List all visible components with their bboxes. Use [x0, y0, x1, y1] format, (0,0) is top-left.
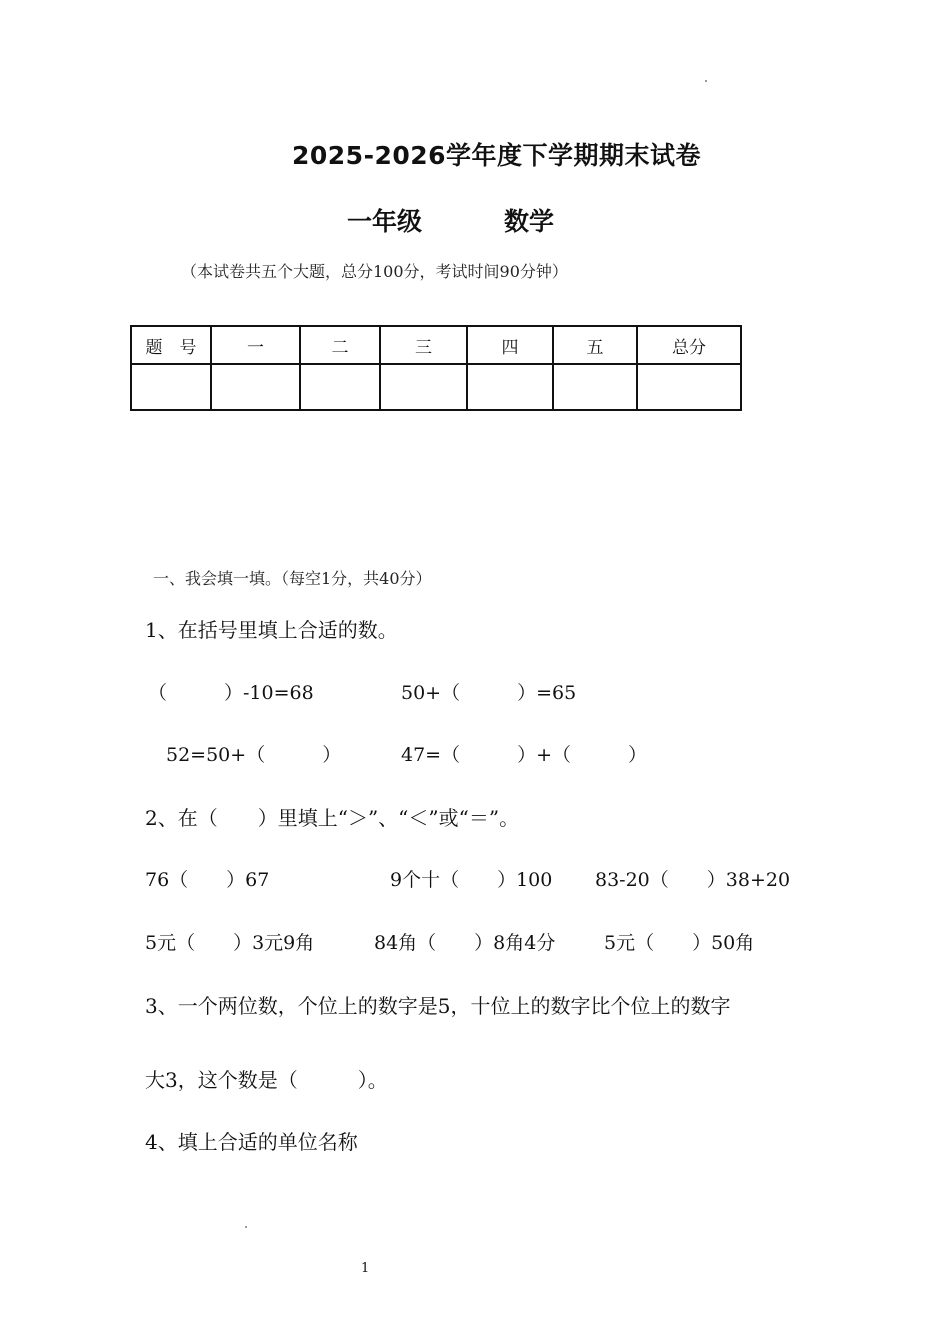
q3-line2: 大3，这个数是（ ）。 [145, 1068, 388, 1092]
exam-subject: 数学 [504, 207, 555, 236]
q1-item: 50+（ ）=65 [401, 682, 577, 704]
q2-item: 9个十（ ）100 [390, 869, 553, 891]
q4-prompt: 4、填上合适的单位名称 [145, 1130, 358, 1154]
score-header-cell: 四 [467, 326, 553, 364]
score-cell[interactable] [467, 364, 553, 410]
score-cell[interactable] [300, 364, 380, 410]
q2-item: 5元（ ）3元9角 [145, 932, 315, 954]
score-header-cell: 二 [300, 326, 380, 364]
score-cell[interactable] [553, 364, 637, 410]
q1-prompt: 1、在括号里填上合适的数。 [145, 618, 398, 642]
exam-title: 2025-2026学年度下学期期末试卷 [292, 141, 702, 170]
score-header-cell: 总分 [637, 326, 741, 364]
score-table-blank-row [131, 364, 741, 410]
q2-item: 5元（ ）50角 [604, 932, 755, 954]
q2-item: 84角（ ）8角4分 [374, 932, 556, 954]
score-table [130, 325, 742, 411]
score-header-cell: 一 [211, 326, 300, 364]
section1-heading: 一、我会填一填。（每空1分，共40分） [153, 569, 432, 588]
q2-item: 76（ ）67 [145, 869, 270, 891]
q3-line1: 3、一个两位数，个位上的数字是5，十位上的数字比个位上的数字 [145, 994, 731, 1018]
q1-item: （ ）-10=68 [148, 682, 314, 704]
score-cell[interactable] [131, 364, 211, 410]
speck-top-right [705, 80, 707, 82]
score-cell[interactable] [637, 364, 741, 410]
score-header-cell: 五 [553, 326, 637, 364]
exam-grade: 一年级 [347, 207, 423, 236]
exam-instructions: （本试卷共五个大题，总分100分，考试时间90分钟） [181, 262, 568, 281]
q2-prompt: 2、在（ ）里填上“＞”、“＜”或“＝”。 [145, 806, 520, 830]
q1-item: 47=（ ）+（ ） [401, 744, 648, 766]
score-header-cell: 三 [380, 326, 467, 364]
q1-item: 52=50+（ ） [166, 744, 342, 766]
score-table-header-row [131, 326, 741, 364]
score-cell[interactable] [380, 364, 467, 410]
speck-bottom [245, 1226, 247, 1228]
score-cell[interactable] [211, 364, 300, 410]
score-header-cell: 题 号 [131, 326, 211, 364]
page-number: 1 [361, 1261, 370, 1276]
q2-item: 83-20（ ）38+20 [595, 869, 791, 891]
